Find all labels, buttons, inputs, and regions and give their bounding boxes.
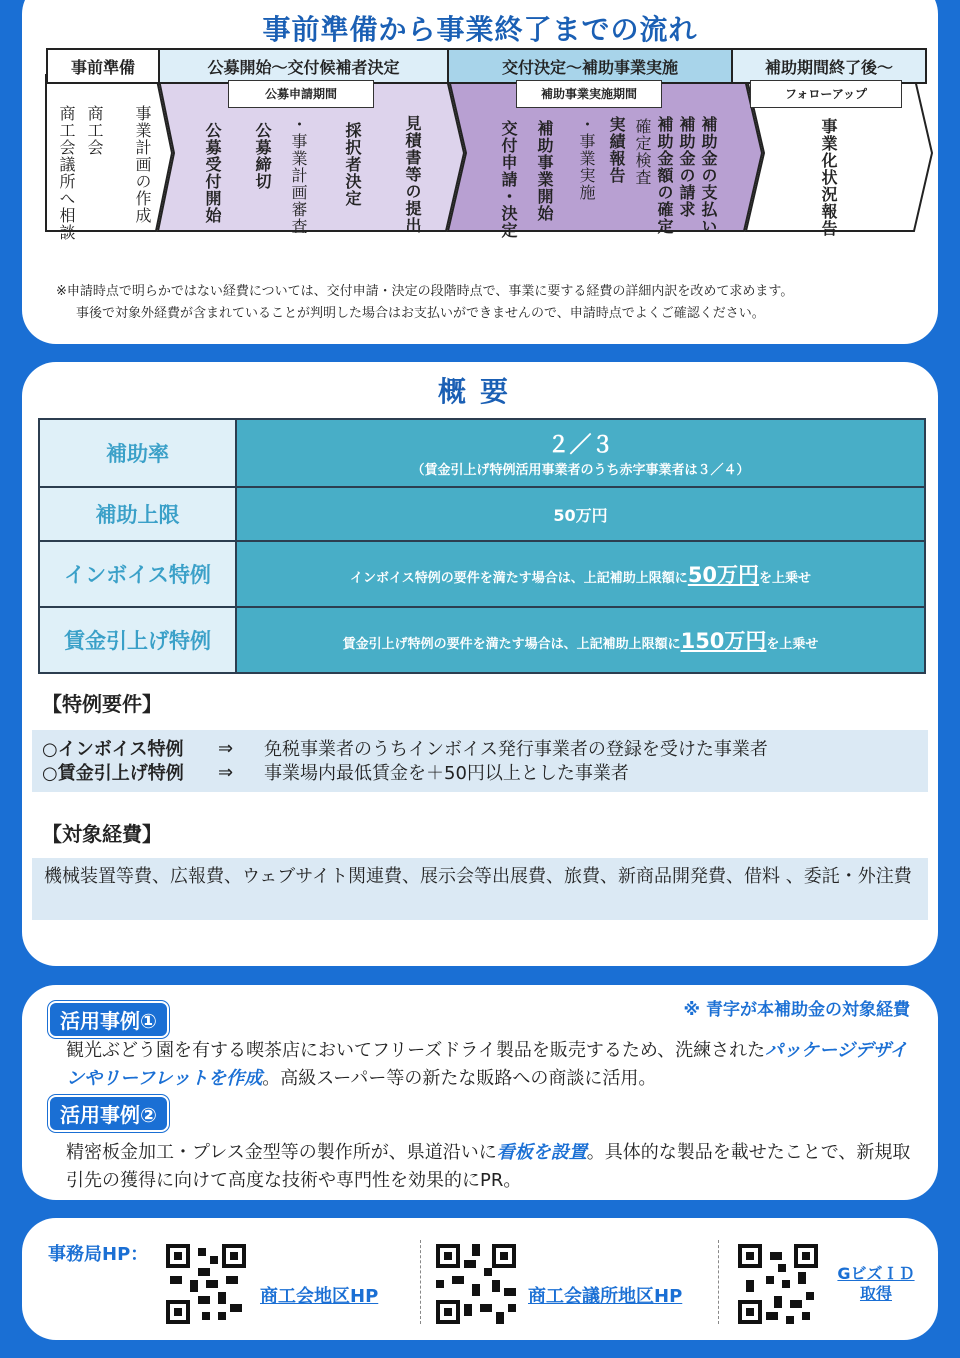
case1-blue: パッケージデザインやリーフレットを作成 xyxy=(66,1040,908,1089)
jisshi-step-kensa: 確定検査 xyxy=(633,118,652,186)
follow-step-houkoku: 事業化状況報告 xyxy=(819,118,838,237)
phase-header-row xyxy=(46,48,927,84)
flow-note-1: ※申請時点で明らかではない経費については、交付申請・決定の段階時点で、事業に要する経費の詳細内訳を改めて求めます。 xyxy=(56,284,794,299)
wage-post: を上乗せ xyxy=(766,637,819,652)
wage-cell xyxy=(236,607,925,673)
invoice-pre: インボイス特例の要件を満たす場合は、上記補助上限額に xyxy=(349,571,688,586)
shokokaigisho-link[interactable]: 商工会議所地区HP xyxy=(528,1286,683,1307)
invoice-label: インボイス特例 xyxy=(39,541,236,607)
req-key: ○インボイス特例 xyxy=(42,739,184,760)
blue-note: ※ 青字が本補助金の対象経費 xyxy=(683,1000,910,1020)
req-text: 免税事業者のうちインボイス発行事業者の登録を受けた事業者 xyxy=(264,739,768,760)
gbiz-link[interactable] xyxy=(836,1264,916,1304)
qr-code-icon[interactable] xyxy=(436,1244,516,1324)
case2-text xyxy=(66,1139,916,1195)
qr-code-icon[interactable] xyxy=(738,1244,818,1324)
table-row xyxy=(39,487,925,541)
links-panel xyxy=(22,1218,938,1340)
jisshi-step-seikyu: 補助金の請求 xyxy=(677,116,696,218)
case1-text xyxy=(66,1037,916,1093)
case2-blue: 看板を設置 xyxy=(496,1142,587,1163)
arrow-icon: ⇒ xyxy=(218,737,234,759)
shokokai-link[interactable]: 商工会地区HP xyxy=(260,1286,379,1307)
label-koubo-period: 公募申請期間 xyxy=(228,80,374,108)
case2-text-2: 。具体的な製品を載せたことで、新規取引先の獲得に向けて高度な技術や専門性を効果的にPR。 xyxy=(66,1142,911,1191)
list-item xyxy=(32,736,928,760)
overview-title: 概要 xyxy=(437,375,522,408)
cost-text: 機械装置等費、広報費、ウェブサイト関連費、展示会等出展費、旅費、新商品開発費、借料 、委託・外注費 xyxy=(32,858,928,920)
table-row xyxy=(39,419,925,487)
koubo-step-shimekiri: 公募締切 xyxy=(253,122,272,190)
case2-badge: 活用事例② xyxy=(48,1095,169,1132)
list-item xyxy=(32,760,928,784)
koubo-step-mitsumori: 見積書等の提出 xyxy=(403,115,422,234)
office-label: 事務局HP： xyxy=(48,1244,149,1265)
invoice-post: を上乗せ xyxy=(759,571,812,586)
flow-panel xyxy=(22,0,938,344)
prep-step-shokokai: 商工会 xyxy=(85,105,104,156)
req-key: ○賃金引上げ特例 xyxy=(42,763,184,784)
jisshi-step-shiharai: 補助金の支払い xyxy=(699,116,718,235)
case1-text-2: 。高級スーパー等の新たな販路への商談に活用。 xyxy=(262,1068,657,1089)
req-band xyxy=(32,730,928,792)
gbiz-line-2[interactable]: 取得 xyxy=(859,1284,892,1303)
arrow-icon: ⇒ xyxy=(218,761,234,783)
gbiz-line-1[interactable]: GビズＩＤ xyxy=(837,1264,915,1283)
overview-table xyxy=(38,418,926,674)
flow-note-2: 事後で対象外経費が含まれていることが判明した場合はお支払いができませんので、申請時点でよくご確認ください。 xyxy=(76,306,765,321)
rate-value: ２／３ xyxy=(547,433,614,458)
prep-step-plan: 事業計画の作成 xyxy=(133,105,152,224)
phase-follow: 補助期間終了後～ xyxy=(733,50,925,82)
wage-pre: 賃金引上げ特例の要件を満たす場合は、上記補助上限額に xyxy=(342,637,681,652)
req-text: 事業場内最低賃金を＋50円以上とした事業者 xyxy=(264,763,629,784)
case1-text-1: 観光ぶどう園を有する喫茶店においてフリーズドライ製品を販売するため、洗練された xyxy=(66,1040,766,1061)
invoice-cell xyxy=(236,541,925,607)
case1-badge: 活用事例① xyxy=(48,1001,169,1038)
table-row xyxy=(39,541,925,607)
jisshi-step-kaishi: 補助事業開始 xyxy=(535,120,554,222)
cost-title: 【対象経費】 xyxy=(42,822,162,846)
wage-amount: 150万円 xyxy=(680,629,767,653)
jisshi-step-jigyo: ・事業実施 xyxy=(577,116,596,201)
req-title: 【特例要件】 xyxy=(42,692,162,716)
phase-koubo: 公募開始～交付候補者決定 xyxy=(160,50,449,82)
jisshi-step-koufu: 交付申請・決定 xyxy=(499,120,518,239)
prep-step-soudan: 商工会議所へ相談 xyxy=(57,105,76,241)
phase-prep: 事前準備 xyxy=(48,50,160,82)
case2-text-1: 精密板金加工・プレス金型等の製作所が、県道沿いに xyxy=(66,1142,497,1163)
invoice-amount: 50万円 xyxy=(687,563,760,587)
jisshi-step-jisseki: 実績報告 xyxy=(607,116,626,184)
rate-cell xyxy=(236,419,925,487)
limit-value: 50万円 xyxy=(236,487,925,541)
label-jisshi-period: 補助事業実施期間 xyxy=(516,80,662,108)
table-row xyxy=(39,607,925,673)
limit-label: 補助上限 xyxy=(39,487,236,541)
divider xyxy=(718,1240,719,1324)
qr-code-icon[interactable] xyxy=(166,1244,246,1324)
overview-panel xyxy=(22,362,938,966)
cases-panel xyxy=(22,985,938,1200)
koubo-step-shinsa: ・事業計画審査 xyxy=(289,116,308,235)
koubo-step-kaishi: 公募受付開始 xyxy=(203,122,222,224)
flow-title: 事前準備から事業終了までの流れ xyxy=(262,13,698,46)
wage-label: 賃金引上げ特例 xyxy=(39,607,236,673)
jisshi-step-kakutei: 補助金額の確定 xyxy=(655,116,674,235)
koubo-step-saitaku: 採択者決定 xyxy=(343,122,362,207)
rate-label: 補助率 xyxy=(39,419,236,487)
divider xyxy=(420,1240,421,1324)
label-followup: フォローアップ xyxy=(750,80,902,108)
rate-sub: （賃金引上げ特例活用事業者のうち赤字事業者は３／４） xyxy=(411,463,750,478)
phase-jisshi: 交付決定～補助事業実施 xyxy=(449,50,733,82)
